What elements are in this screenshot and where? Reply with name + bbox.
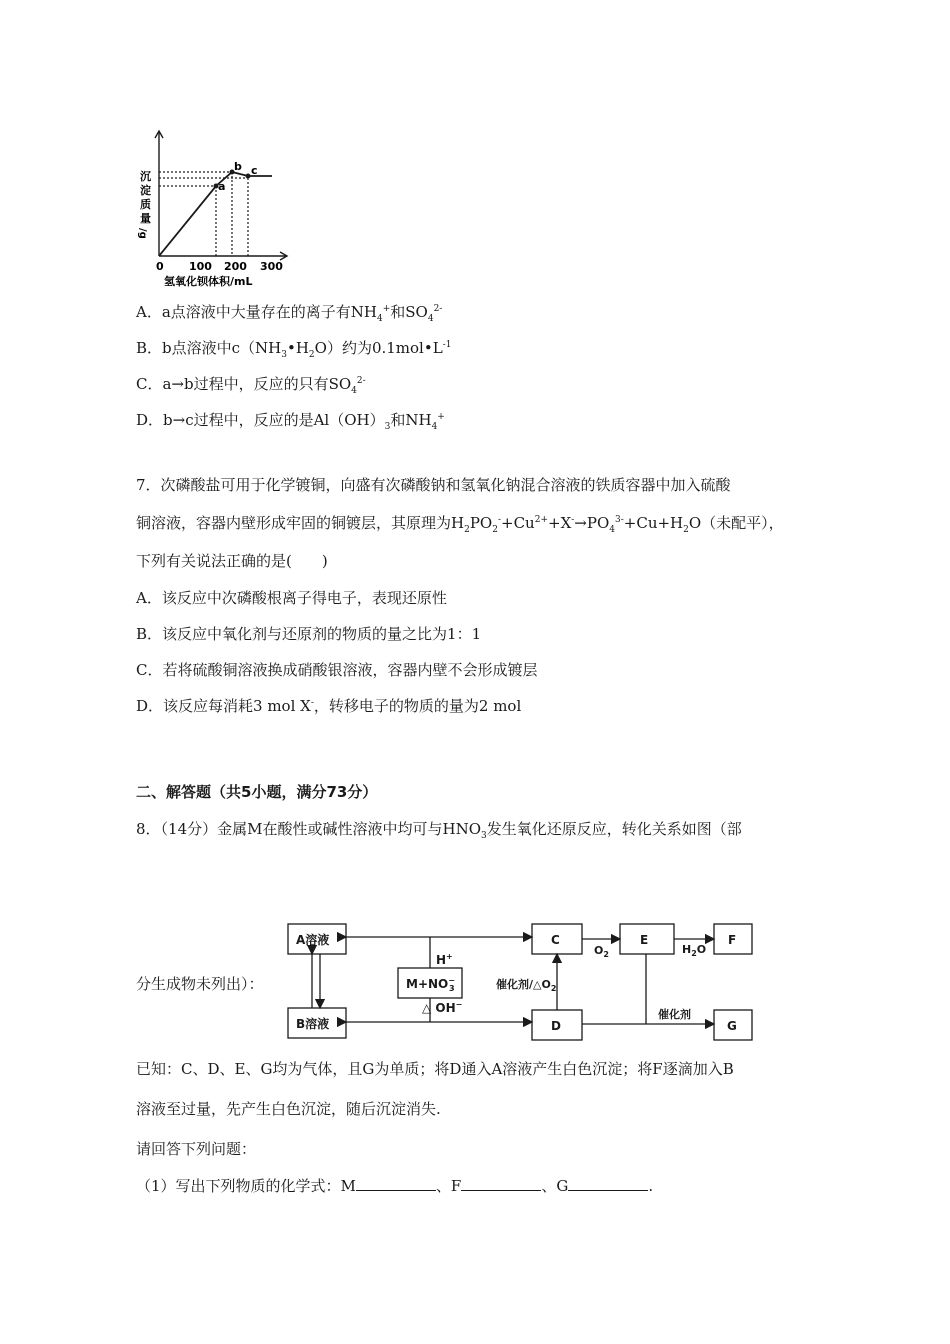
blank-m[interactable] (356, 1176, 436, 1191)
blank-f[interactable] (461, 1176, 541, 1191)
label-m: M+NO− 3 (406, 976, 455, 993)
label-c: c (251, 164, 258, 177)
q8-known-line2: 溶液至过量，先产生白色沉淀，随后沉淀消失. (136, 1100, 441, 1118)
precipitate-mass-graph (134, 128, 304, 292)
label-g: G (727, 1019, 737, 1033)
y-label-5: /g (137, 228, 148, 239)
label-cat-dc: 催化剂$/\triangle O_2$ (496, 978, 557, 993)
q6-option-c: C．a→b过程中，反应的只有$SO_4^{2-}$ (136, 375, 366, 396)
label-e: E (640, 933, 649, 947)
q6-option-d: D．b→c过程中，反应的是$Al(OH)_3$和$NH_4^+$ (136, 411, 445, 432)
label-o2-ce: $O_2$ (594, 944, 609, 959)
q8-sub1: （1）写出下列物质的化学式：M 、F 、G . (136, 1177, 654, 1195)
section-heading: 二、解答题（共5小题，满分73分） (136, 783, 378, 801)
origin-label: 0 (156, 260, 164, 273)
x-axis-label: 氢氧化钡体积/mL (164, 275, 253, 288)
q7-option-a: A．该反应中次磷酸根离子得电子，表现还原性 (136, 589, 447, 607)
q8-instruction: 请回答下列问题： (136, 1140, 257, 1158)
q8-known-line1: 已知：C、D、E、G均为气体，且G为单质；将D通入A溶液产生白色沉淀；将F逐滴加入B (136, 1060, 734, 1078)
label-a-solution: A溶液 (296, 933, 330, 947)
y-label-3: 质 (140, 198, 151, 211)
q7-option-d: D．该反应每消耗3 mol X-，转移电子的物质的量为2 mol (136, 697, 522, 715)
x-tick-200: 200 (224, 260, 247, 273)
q6-option-b: B．b点溶液中$c(NH_3•H_2O)$约为$0.1mol•L^{-1}$ (136, 339, 452, 360)
label-h2o: $H_2O$ (682, 943, 707, 958)
label-b: b (234, 160, 242, 173)
label-c: C (551, 933, 560, 947)
q7-stem-line2: 铜溶液，容器内壁形成牢固的铜镀层，其原理为$H_2PO_2^-+Cu^{2+}+X^-\to PO_4^{3-}+Cu+H_2O$（未配平）， (136, 514, 784, 535)
label-d: D (551, 1019, 561, 1033)
label-oh-minus: △ OH− (422, 1000, 463, 1015)
q7-stem-line1: 7．次磷酸盐可用于化学镀铜，向盛有次磷酸钠和氢氧化钠混合溶液的铁质容器中加入硫酸 (136, 476, 731, 494)
blank-g[interactable] (568, 1176, 648, 1191)
y-label-2: 淀 (140, 184, 151, 197)
label-b-solution: B溶液 (296, 1017, 330, 1031)
q8-stem-line1: 8．（14分）金属M在酸性或碱性溶液中均可与$HNO_3$发生氧化还原反应，转化关系如图（部 (136, 820, 742, 841)
q7-option-c: C．若将硫酸铜溶液换成硝酸银溶液，容器内壁不会形成镀层 (136, 661, 538, 679)
conversion-diagram (282, 918, 762, 1044)
x-tick-300: 300 (260, 260, 283, 273)
label-cat-eg: 催化剂 (658, 1008, 691, 1021)
q6-option-a: A．a点溶液中大量存在的离子有$NH_4^+$和$SO_4^{2-}$ (136, 303, 443, 324)
q7-option-b: B．该反应中氧化剂与还原剂的物质的量之比为1：1 (136, 625, 482, 643)
q8-stem-line2: 分生成物未列出）： (136, 975, 264, 993)
label-a: a (218, 180, 226, 193)
x-tick-100: 100 (189, 260, 212, 273)
y-label-1: 沉 (140, 170, 151, 183)
y-label-4: 量 (140, 212, 151, 225)
label-h-plus: H+ (436, 952, 453, 967)
point-c (246, 174, 251, 179)
label-f: F (728, 933, 737, 947)
q7-stem-line3: 下列有关说法正确的是( ) (136, 552, 328, 570)
